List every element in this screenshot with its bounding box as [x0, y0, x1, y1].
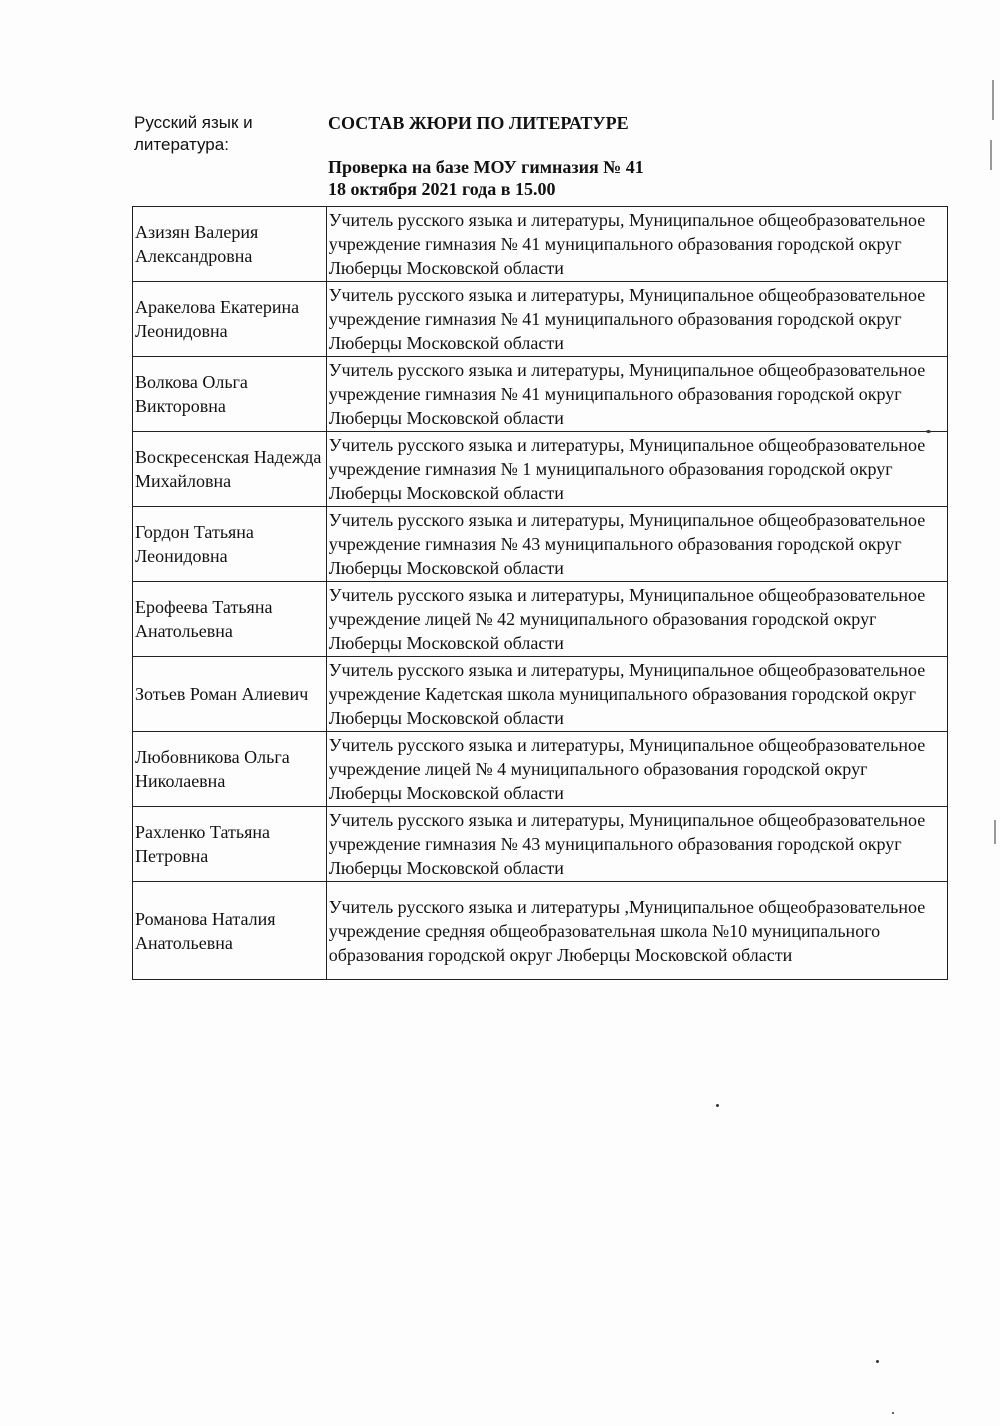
- member-name: Ерофеева Татьяна Анатольевна: [133, 582, 327, 657]
- table-row: [133, 732, 948, 807]
- jury-table: [132, 206, 948, 980]
- table-row: [133, 582, 948, 657]
- subject-label: Русский язык и литература:: [134, 113, 253, 154]
- member-position: Учитель русского языка и литературы, Муниципальное общеобразовательное учреждение Кадетская школа муниципального образования городской округ Люберцы Московской области: [326, 657, 947, 732]
- member-name: Гордон Татьяна Леонидовна: [133, 507, 327, 582]
- document-title: СОСТАВ ЖЮРИ ПО ЛИТЕРАТУРЕ: [328, 113, 629, 133]
- table-row: [133, 807, 948, 882]
- member-name: Волкова Ольга Викторовна: [133, 357, 327, 432]
- scan-speck: [926, 430, 931, 433]
- scan-speck: [716, 1104, 719, 1107]
- member-position: Учитель русского языка и литературы, Муниципальное общеобразовательное учреждение гимназия № 43 муниципального образования городской округ Люберцы Московской области: [326, 807, 947, 882]
- scan-edge-mark: [990, 140, 992, 170]
- document-heading: [328, 112, 968, 200]
- scan-speck: [876, 1360, 879, 1363]
- member-name: Зотьев Роман Алиевич: [133, 657, 327, 732]
- member-name: Аракелова Екатерина Леонидовна: [133, 282, 327, 357]
- member-position: Учитель русского языка и литературы ,Муниципальное общеобразовательное учреждение средняя общеобразовательная школа №10 муниципального образования городской округ Люберцы Московской области: [326, 882, 947, 980]
- table-row: [133, 882, 948, 980]
- member-name: Азизян Валерия Александровна: [133, 207, 327, 282]
- member-name: Рахленко Татьяна Петровна: [133, 807, 327, 882]
- scan-edge-mark: [992, 80, 994, 120]
- table-row: [133, 282, 948, 357]
- scan-edge-mark: [994, 820, 996, 844]
- scan-speck: [892, 1412, 894, 1414]
- member-position: Учитель русского языка и литературы, Муниципальное общеобразовательное учреждение гимназия № 1 муниципального образования городской округ Люберцы Московской области: [326, 432, 947, 507]
- table-row: [133, 507, 948, 582]
- table-row: [133, 657, 948, 732]
- member-position: Учитель русского языка и литературы, Муниципальное общеобразовательное учреждение гимназия № 41 муниципального образования городской округ Люберцы Московской области: [326, 282, 947, 357]
- member-name: Воскресенская Надежда Михайловна: [133, 432, 327, 507]
- member-position: Учитель русского языка и литературы, Муниципальное общеобразовательное учреждение лицей № 4 муниципального образования городской округ Люберцы Московской области: [326, 732, 947, 807]
- member-position: Учитель русского языка и литературы, Муниципальное общеобразовательное учреждение лицей № 42 муниципального образования городской округ Люберцы Московской области: [326, 582, 947, 657]
- jury-table-body: [133, 207, 948, 980]
- check-datetime: 18 октября 2021 года в 15.00: [328, 179, 556, 199]
- member-position: Учитель русского языка и литературы, Муниципальное общеобразовательное учреждение гимназия № 41 муниципального образования городской округ Люберцы Московской области: [326, 207, 947, 282]
- member-name: Любовникова Ольга Николаевна: [133, 732, 327, 807]
- member-position: Учитель русского языка и литературы, Муниципальное общеобразовательное учреждение гимназия № 41 муниципального образования городской округ Люберцы Московской области: [326, 357, 947, 432]
- table-row: [133, 207, 948, 282]
- table-row: [133, 357, 948, 432]
- table-row: [133, 432, 948, 507]
- member-name: Романова Наталия Анатольевна: [133, 882, 327, 980]
- check-location: Проверка на базе МОУ гимназия № 41: [328, 157, 644, 177]
- member-position: Учитель русского языка и литературы, Муниципальное общеобразовательное учреждение гимназия № 43 муниципального образования городской округ Люберцы Московской области: [326, 507, 947, 582]
